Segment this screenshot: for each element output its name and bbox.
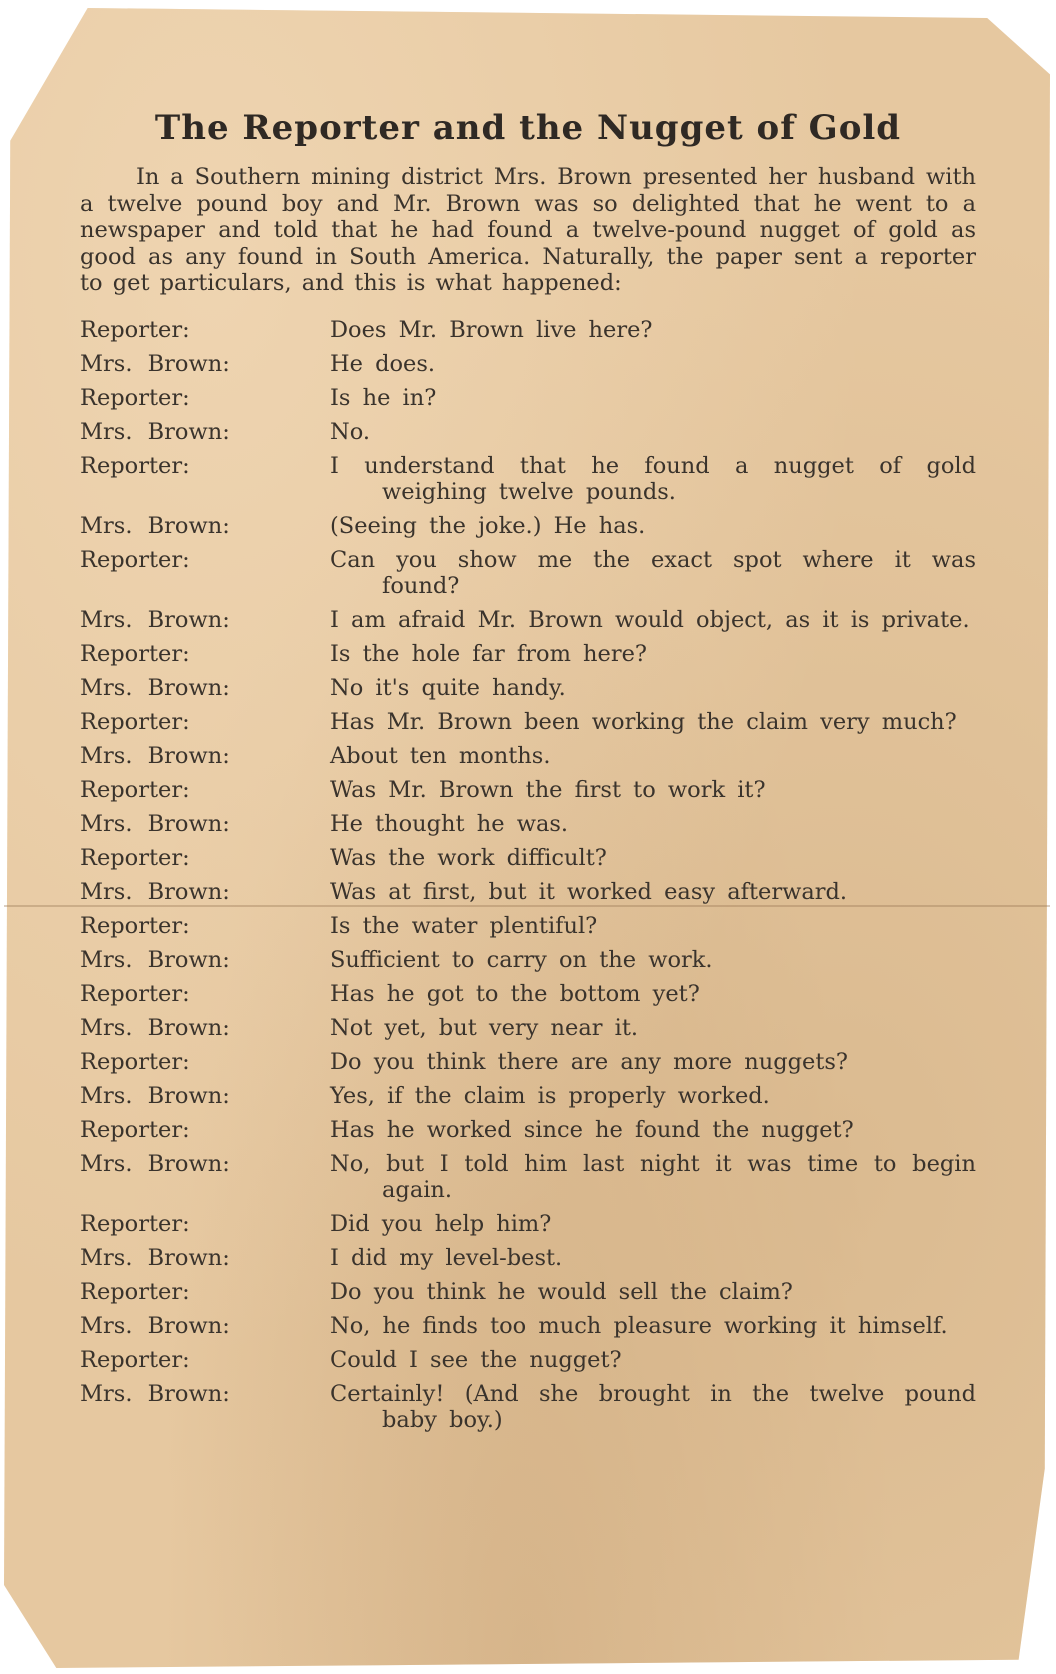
- speaker-label: Reporter:: [80, 1346, 190, 1373]
- dialogue-line: No it's quite handy.: [330, 674, 566, 701]
- dialogue-row: [80, 913, 976, 939]
- dialogue-line: Was at first, but it worked easy afterward.: [330, 878, 848, 905]
- speaker-label: Mrs. Brown:: [80, 418, 230, 445]
- dialogue-row: [80, 947, 976, 973]
- dialogue-line: Do you think there are any more nuggets?: [330, 1048, 848, 1075]
- dialogue-row: [80, 547, 976, 599]
- dialogue-row: [80, 419, 976, 445]
- dialogue-row: [80, 879, 976, 905]
- dialogue-line: Can you show me the exact spot where it was found?: [330, 546, 976, 599]
- dialogue-row: [80, 607, 976, 633]
- speaker-label: Reporter:: [80, 546, 190, 573]
- page-title: The Reporter and the Nugget of Gold: [154, 108, 902, 148]
- speaker-label: Mrs. Brown:: [80, 512, 230, 539]
- speaker-label: Reporter:: [80, 980, 190, 1007]
- dialogue-row: [80, 513, 976, 539]
- speaker-label: Mrs. Brown:: [80, 810, 230, 837]
- speaker-label: Mrs. Brown:: [80, 878, 230, 905]
- dialogue-row: [80, 1117, 976, 1143]
- dialogue-line: He does.: [330, 350, 436, 377]
- dialogue-line: Is he in?: [330, 384, 437, 411]
- speaker-label: Reporter:: [80, 776, 190, 803]
- speaker-label: Mrs. Brown:: [80, 674, 230, 701]
- dialogue-line: No, but I told him last night it was time to begin again.: [330, 1150, 976, 1203]
- speaker-label: Mrs. Brown:: [80, 350, 230, 377]
- dialogue-line: No, he finds too much pleasure working it himself.: [330, 1312, 948, 1339]
- dialogue-line: Not yet, but very near it.: [330, 1014, 639, 1041]
- dialogue-line: I did my level-best.: [330, 1244, 563, 1271]
- speaker-label: Mrs. Brown:: [80, 1082, 230, 1109]
- dialogue-row: [80, 1083, 976, 1109]
- speaker-label: Mrs. Brown:: [80, 946, 230, 973]
- dialogue-row: [80, 317, 976, 343]
- dialogue-line: Sufficient to carry on the work.: [330, 946, 713, 973]
- dialogue-line: Do you think he would sell the claim?: [330, 1278, 793, 1305]
- speaker-label: Reporter:: [80, 708, 190, 735]
- dialogue-line: Could I see the nugget?: [330, 1346, 622, 1373]
- speaker-label: Mrs. Brown:: [80, 1380, 230, 1407]
- dialogue-row: [80, 1049, 976, 1075]
- dialogue-line: Yes, if the claim is properly worked.: [330, 1082, 770, 1109]
- dialogue-row: [80, 1347, 976, 1373]
- speaker-label: Reporter:: [80, 1048, 190, 1075]
- speaker-label: Mrs. Brown:: [80, 606, 230, 633]
- dialogue-row: [80, 743, 976, 769]
- dialogue-line: Has Mr. Brown been working the claim very much?: [330, 708, 957, 735]
- dialogue-line: About ten months.: [330, 742, 551, 769]
- dialogue-row: [80, 1313, 976, 1339]
- dialogue-row: [80, 709, 976, 735]
- dialogue-row: [80, 981, 976, 1007]
- dialogue-row: [80, 351, 976, 377]
- dialogue-row: [80, 1211, 976, 1237]
- dialogue-line: Is the hole far from here?: [330, 640, 647, 667]
- dialogue-list: [80, 317, 976, 1433]
- dialogue-line: No.: [330, 418, 370, 445]
- dialogue-row: [80, 641, 976, 667]
- dialogue-line: Has he got to the bottom yet?: [330, 980, 700, 1007]
- intro-paragraph: In a Southern mining district Mrs. Brown presented her husband with a twelve pound boy and Mr. Brown was so delighted that he went to a newspaper and told that he had found a twelve-pound nugget of gold as good as any found in South America. Naturally, the paper sent a reporter to get particulars, and this is what happened:: [80, 164, 976, 296]
- speaker-label: Reporter:: [80, 1278, 190, 1305]
- dialogue-line: Was the work difficult?: [330, 844, 607, 871]
- speaker-label: Mrs. Brown:: [80, 742, 230, 769]
- dialogue-row: [80, 1279, 976, 1305]
- dialogue-line: Has he worked since he found the nugget?: [330, 1116, 854, 1143]
- speaker-label: Mrs. Brown:: [80, 1150, 230, 1177]
- speaker-label: Mrs. Brown:: [80, 1014, 230, 1041]
- speaker-label: Reporter:: [80, 1116, 190, 1143]
- dialogue-line: Is the water plentiful?: [330, 912, 598, 939]
- dialogue-row: [80, 1245, 976, 1271]
- dialogue-line: Certainly! (And she brought in the twelve pound baby boy.): [330, 1380, 976, 1433]
- dialogue-line: I am afraid Mr. Brown would object, as it is private.: [330, 606, 970, 633]
- dialogue-row: [80, 845, 976, 871]
- speaker-label: Reporter:: [80, 640, 190, 667]
- dialogue-line: He thought he was.: [330, 810, 569, 837]
- dialogue-row: [80, 1151, 976, 1203]
- dialogue-line: Did you help him?: [330, 1210, 552, 1237]
- document-body: [80, 100, 976, 1441]
- speaker-label: Reporter:: [80, 452, 190, 479]
- dialogue-row: [80, 675, 976, 701]
- dialogue-row: [80, 385, 976, 411]
- speaker-label: Reporter:: [80, 316, 190, 343]
- dialogue-row: [80, 777, 976, 803]
- dialogue-row: [80, 1015, 976, 1041]
- speaker-label: Reporter:: [80, 1210, 190, 1237]
- dialogue-row: [80, 811, 976, 837]
- dialogue-line: Does Mr. Brown live here?: [330, 316, 653, 343]
- dialogue-line: Was Mr. Brown the first to work it?: [330, 776, 766, 803]
- speaker-label: Mrs. Brown:: [80, 1244, 230, 1271]
- dialogue-line: I understand that he found a nugget of gold weighing twelve pounds.: [330, 452, 976, 505]
- speaker-label: Reporter:: [80, 912, 190, 939]
- dialogue-row: [80, 453, 976, 505]
- speaker-label: Reporter:: [80, 384, 190, 411]
- dialogue-line: (Seeing the joke.) He has.: [330, 512, 646, 539]
- speaker-label: Mrs. Brown:: [80, 1312, 230, 1339]
- speaker-label: Reporter:: [80, 844, 190, 871]
- dialogue-row: [80, 1381, 976, 1433]
